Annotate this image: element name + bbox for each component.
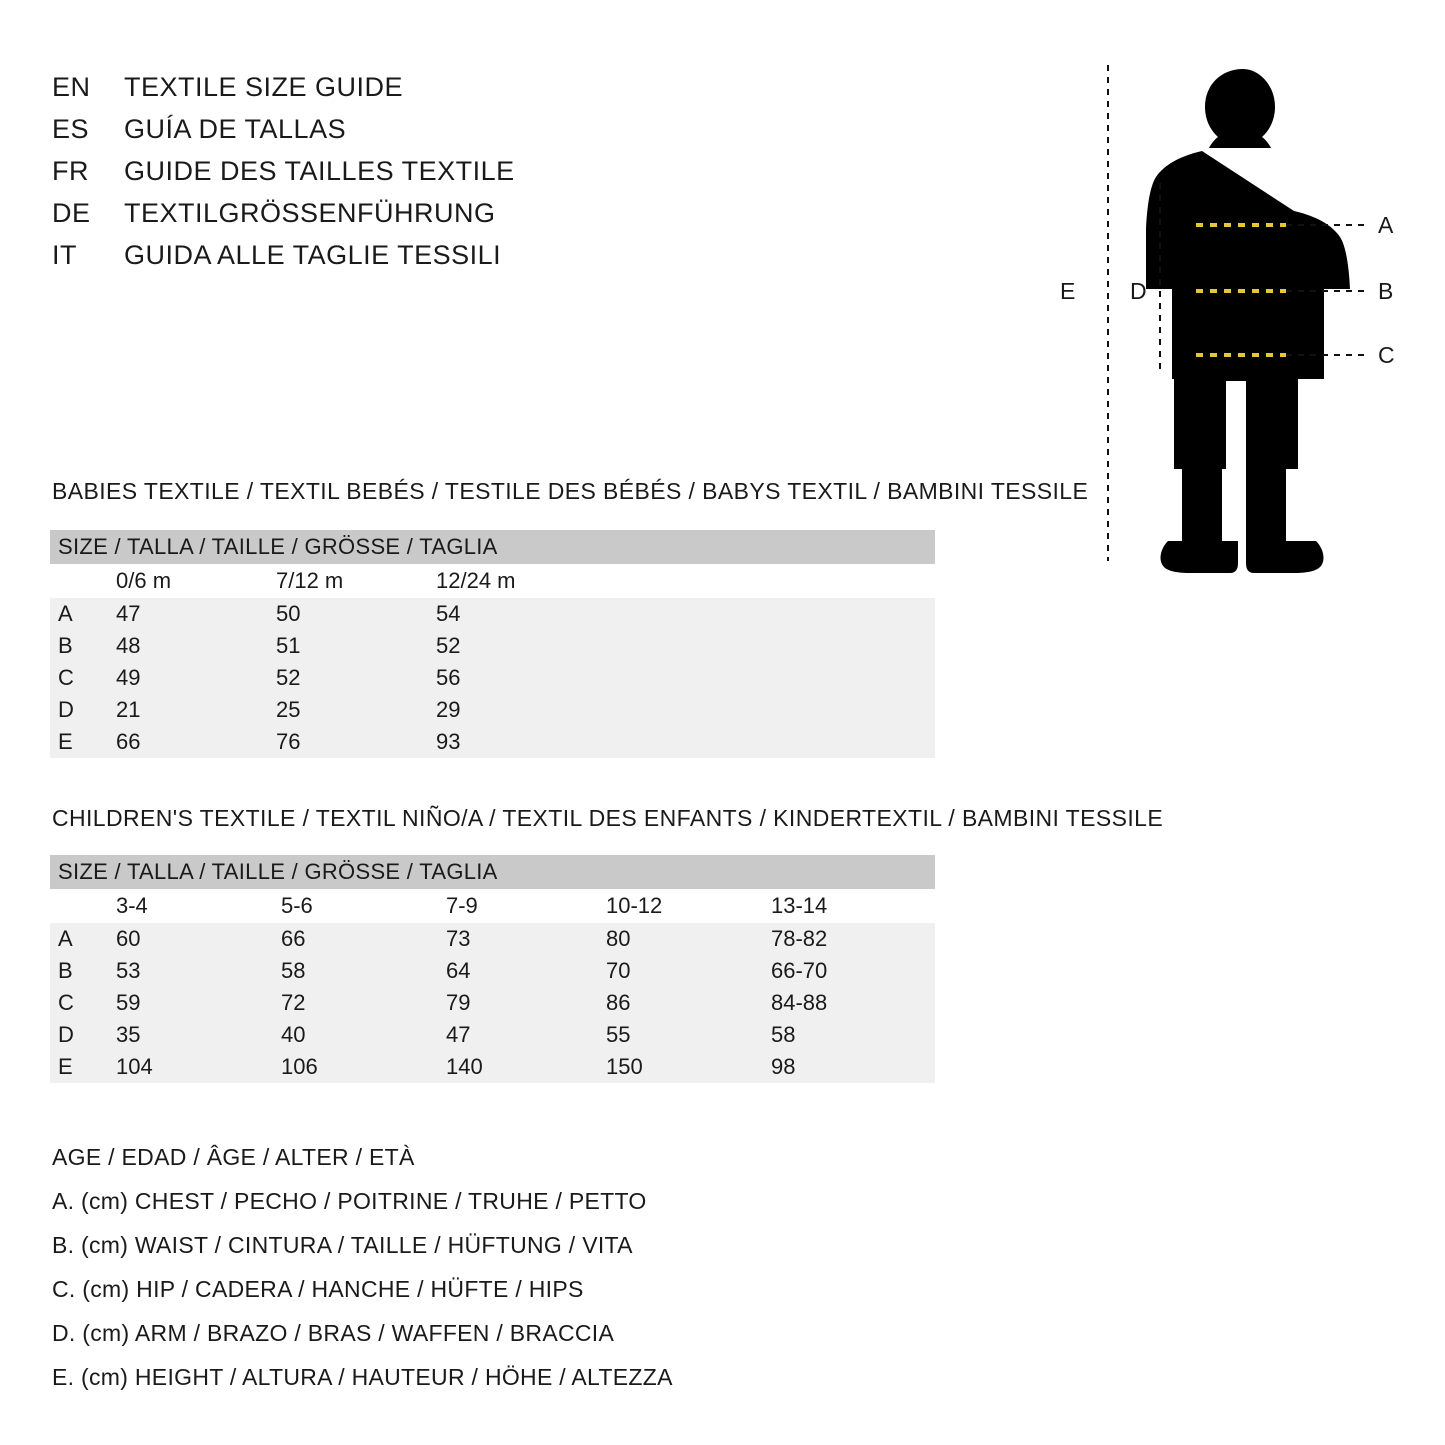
language-title-en: TEXTILE SIZE GUIDE <box>124 72 404 102</box>
babies-c-1: 52 <box>276 662 436 694</box>
children-b-2: 64 <box>446 955 606 987</box>
children-a-4: 78-82 <box>771 923 935 955</box>
babies-size-header: SIZE / TALLA / TAILLE / GRÖSSE / TAGLIA <box>50 530 935 564</box>
language-code-en: EN <box>52 72 91 102</box>
children-e-0: 104 <box>116 1051 281 1083</box>
table-header-row <box>50 855 935 889</box>
children-b-3: 70 <box>606 955 771 987</box>
language-title-es: GUÍA DE TALLAS <box>124 114 347 144</box>
babies-d-pad <box>596 694 935 726</box>
babies-b-1: 51 <box>276 630 436 662</box>
children-e-2: 140 <box>446 1051 606 1083</box>
table-row <box>50 987 935 1019</box>
babies-row-label-e: E <box>50 726 116 758</box>
children-col-empty <box>50 889 116 923</box>
babies-col-empty <box>50 564 116 598</box>
children-e-4: 98 <box>771 1051 935 1083</box>
children-row-label-d: D <box>50 1019 116 1051</box>
children-size-header: SIZE / TALLA / TAILLE / GRÖSSE / TAGLIA <box>50 855 935 889</box>
language-row-it <box>52 240 752 282</box>
babies-a-pad <box>596 598 935 630</box>
children-a-3: 80 <box>606 923 771 955</box>
legend-line-height: E. (cm) HEIGHT / ALTURA / HAUTEUR / HÖHE / ALTEZZA <box>52 1364 673 1390</box>
language-code-it: IT <box>52 240 77 270</box>
language-code-de: DE <box>52 198 91 228</box>
children-col-4: 13-14 <box>771 889 935 923</box>
children-b-0: 53 <box>116 955 281 987</box>
language-title-fr: GUIDE DES TAILLES TEXTILE <box>124 156 515 186</box>
language-row-en <box>52 72 752 114</box>
babies-b-2: 52 <box>436 630 596 662</box>
children-row-label-a: A <box>50 923 116 955</box>
children-col-2: 7-9 <box>446 889 606 923</box>
language-row-de <box>52 198 752 240</box>
babies-b-0: 48 <box>116 630 276 662</box>
children-column-row <box>50 889 935 923</box>
body-measurement-figure <box>1050 55 1430 575</box>
children-d-2: 47 <box>446 1019 606 1051</box>
children-row-label-b: B <box>50 955 116 987</box>
children-b-4: 66-70 <box>771 955 935 987</box>
babies-size-table <box>50 530 935 758</box>
language-titles <box>52 72 752 282</box>
children-a-0: 60 <box>116 923 281 955</box>
figure-label-b: B <box>1378 278 1394 304</box>
children-d-1: 40 <box>281 1019 446 1051</box>
figure-label-e: E <box>1060 278 1076 304</box>
babies-d-1: 25 <box>276 694 436 726</box>
babies-e-pad <box>596 726 935 758</box>
language-row-es <box>52 114 752 156</box>
children-d-0: 35 <box>116 1019 281 1051</box>
legend-line-age: AGE / EDAD / ÂGE / ALTER / ETÀ <box>52 1144 415 1170</box>
babies-row-label-d: D <box>50 694 116 726</box>
children-col-3: 10-12 <box>606 889 771 923</box>
measurement-legend <box>52 1135 852 1399</box>
babies-a-1: 50 <box>276 598 436 630</box>
legend-line-waist: B. (cm) WAIST / CINTURA / TAILLE / HÜFTUNG / VITA <box>52 1232 633 1258</box>
babies-section-title: BABIES TEXTILE / TEXTIL BEBÉS / TESTILE DES BÉBÉS / BABYS TEXTIL / BAMBINI TESSILE <box>52 478 1089 504</box>
language-title-it: GUIDA ALLE TAGLIE TESSILI <box>124 240 502 270</box>
table-row <box>50 1051 935 1083</box>
babies-e-0: 66 <box>116 726 276 758</box>
children-e-1: 106 <box>281 1051 446 1083</box>
children-c-1: 72 <box>281 987 446 1019</box>
children-row-label-e: E <box>50 1051 116 1083</box>
legend-line-arm: D. (cm) ARM / BRAZO / BRAS / WAFFEN / BRACCIA <box>52 1320 615 1346</box>
language-title-de: TEXTILGRÖSSENFÜHRUNG <box>124 198 496 228</box>
legend-line-chest: A. (cm) CHEST / PECHO / POITRINE / TRUHE / PETTO <box>52 1188 647 1214</box>
babies-c-2: 56 <box>436 662 596 694</box>
table-header-row <box>50 530 935 564</box>
table-row <box>50 630 935 662</box>
babies-e-2: 93 <box>436 726 596 758</box>
children-col-0: 3-4 <box>116 889 281 923</box>
figure-label-c: C <box>1378 342 1395 368</box>
child-silhouette-icon <box>1146 69 1350 573</box>
babies-a-2: 54 <box>436 598 596 630</box>
babies-row-label-a: A <box>50 598 116 630</box>
children-col-1: 5-6 <box>281 889 446 923</box>
babies-col-2: 12/24 m <box>436 564 596 598</box>
babies-col-pad <box>596 564 935 598</box>
table-row <box>50 694 935 726</box>
figure-label-d: D <box>1130 278 1147 304</box>
language-row-fr <box>52 156 752 198</box>
children-e-3: 150 <box>606 1051 771 1083</box>
table-row <box>50 598 935 630</box>
table-row <box>50 923 935 955</box>
table-row <box>50 955 935 987</box>
children-d-4: 58 <box>771 1019 935 1051</box>
babies-d-2: 29 <box>436 694 596 726</box>
babies-d-0: 21 <box>116 694 276 726</box>
children-c-2: 79 <box>446 987 606 1019</box>
babies-c-0: 49 <box>116 662 276 694</box>
children-section-title: CHILDREN'S TEXTILE / TEXTIL NIÑO/A / TEXTIL DES ENFANTS / KINDERTEXTIL / BAMBINI TESSILE <box>52 805 1164 831</box>
language-code-fr: FR <box>52 156 89 186</box>
babies-row-label-b: B <box>50 630 116 662</box>
children-c-3: 86 <box>606 987 771 1019</box>
babies-col-1: 7/12 m <box>276 564 436 598</box>
children-row-label-c: C <box>50 987 116 1019</box>
babies-e-1: 76 <box>276 726 436 758</box>
table-row <box>50 662 935 694</box>
babies-col-0: 0/6 m <box>116 564 276 598</box>
figure-label-a: A <box>1378 212 1394 238</box>
children-a-1: 66 <box>281 923 446 955</box>
children-size-table <box>50 855 935 1083</box>
babies-a-0: 47 <box>116 598 276 630</box>
language-code-es: ES <box>52 114 90 144</box>
legend-line-hip: C. (cm) HIP / CADERA / HANCHE / HÜFTE / HIPS <box>52 1276 584 1302</box>
children-a-2: 73 <box>446 923 606 955</box>
babies-c-pad <box>596 662 935 694</box>
table-row <box>50 1019 935 1051</box>
babies-column-row <box>50 564 935 598</box>
children-c-0: 59 <box>116 987 281 1019</box>
table-row <box>50 726 935 758</box>
children-b-1: 58 <box>281 955 446 987</box>
babies-row-label-c: C <box>50 662 116 694</box>
children-c-4: 84-88 <box>771 987 935 1019</box>
babies-b-pad <box>596 630 935 662</box>
children-d-3: 55 <box>606 1019 771 1051</box>
